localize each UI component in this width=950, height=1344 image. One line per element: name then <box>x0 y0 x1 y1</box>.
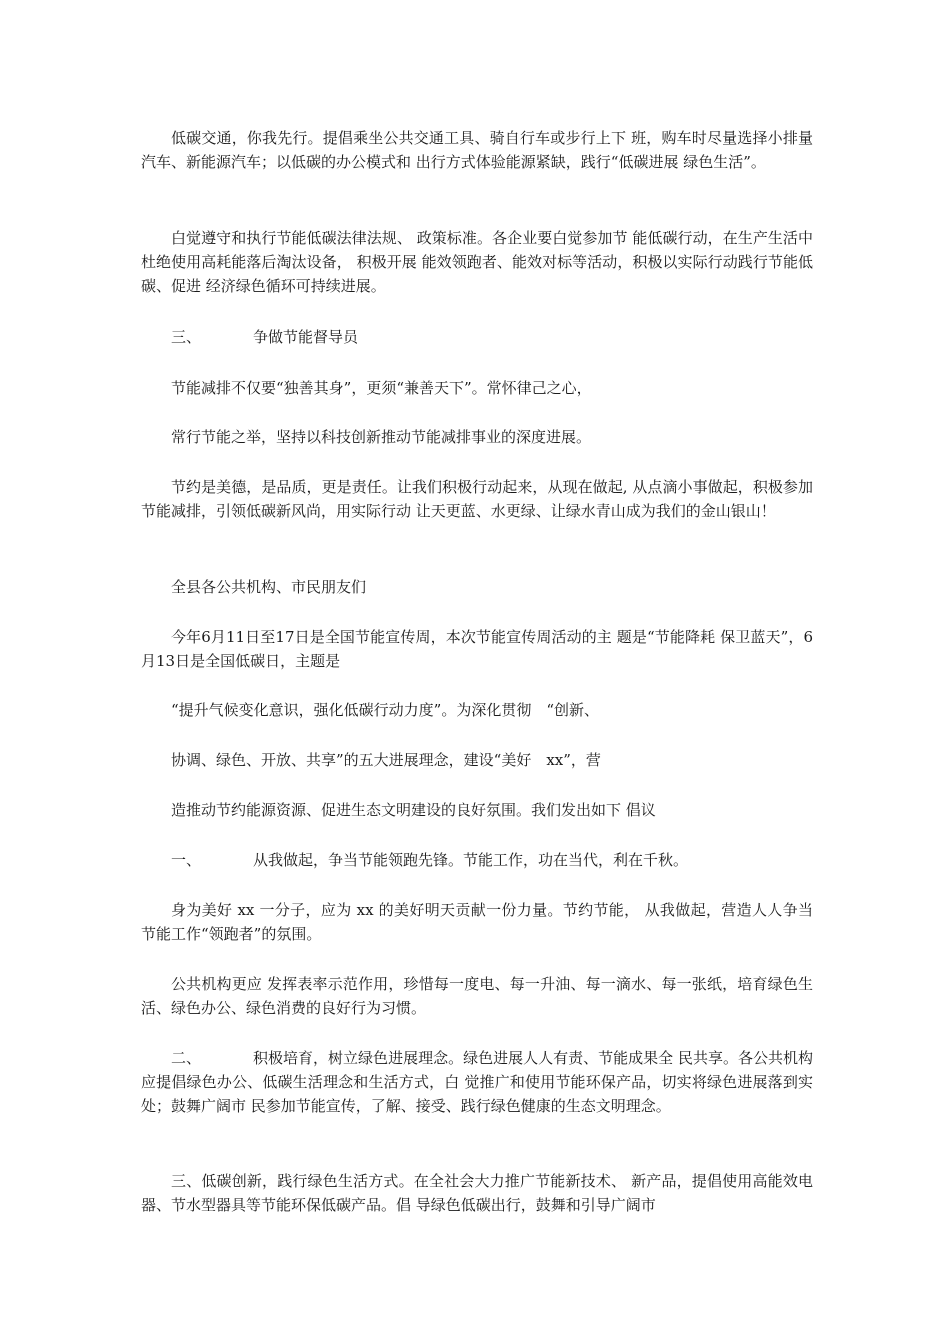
paragraph-initiative-intro: 造推动节约能源资源、促进生态文明建设的良好氛围。我们发出如下 倡议 <box>171 801 656 819</box>
paragraph-development-concept: 协调、绿色、开放、共享”的五大进展理念，建设“美好 xx”，营 <box>171 751 601 769</box>
paragraph-member-contribution: 身为美好 xx 一分子，应为 xx 的美好明天贡献一份力量。节约节能， 从我做起，营造人人争当节能工作“领跑者”的氛围。 <box>141 901 813 943</box>
paragraph-regular-saving: 常行节能之举，坚持以科技创新推动节能减排事业的深度进展。 <box>171 428 592 446</box>
heading-text: 积极培育，树立绿色进展理念。绿色进展人人有责、节能成果全 民共享。各公共机构应提倡绿色办公、低碳生活理念和生活方式，白 觉推广和使用节能环保产品，切实将绿色进展落到实处；鼓舞广阔市 民参加节能宣传，了解、接受、践行绿色健康的生态文明理念。 <box>141 1049 813 1115</box>
paragraph-theme-line: “提升气候变化意识，强化低碳行动力度”。为深化贯彻 “创新、 <box>171 701 600 719</box>
paragraph-thrift-virtue: 节约是美德，是品质，更是责任。让我们积极行动起来，从现在做起, 从点滴小事做起，积极参加节能减排，引领低碳新风尚，用实际行动 让天更蓝、水更绿、让绿水青山成为我们的金山银山！ <box>141 478 813 520</box>
paragraph-energy-saving-reduction: 节能减排不仅要“独善其身”，更须“兼善天下”。常怀律己之心， <box>171 379 592 397</box>
heading-section-three <box>141 325 813 349</box>
paragraph-public-institutions: 公共机构更应 发挥表率示范作用，珍惜每一度电、每一升油、每一滴水、每一张纸，培育绿色生活、绿色办公、绿色消费的良好行为习惯。 <box>141 975 813 1017</box>
heading-text: 争做节能督导员 <box>253 328 359 346</box>
heading-number: 二、 <box>171 1049 202 1067</box>
heading-section-two <box>141 1046 813 1118</box>
paragraph-salutation: 全县各公共机构、市民朋友们 <box>171 578 367 596</box>
heading-text: 从我做起，争当节能领跑先锋。节能工作，功在当代，利在千秋。 <box>253 851 689 869</box>
heading-section-one <box>141 848 813 872</box>
paragraph-comply-regulations: 白觉遵守和执行节能低碳法律法规、 政策标准。各企业要白觉参加节 能低碳行动，在生产生活中杜绝使用高耗能落后淘汰设备， 积极开展 能效领跑者、能效对标等活动，积极以实际行动践行节能低碳、促进 经济绿色循环可持续进展。 <box>141 229 813 295</box>
heading-number: 三、 <box>171 328 202 346</box>
paragraph-low-carbon-innovation: 三、低碳创新，践行绿色生活方式。在全社会大力推广节能新技术、 新产品，提倡使用高能效电器、节水型器具等节能环保低碳产品。倡 导绿色低碳出行，鼓舞和引导广阔市 <box>141 1172 813 1214</box>
paragraph-low-carbon-transport: 低碳交通，你我先行。提倡乘坐公共交通工具、骑自行车或步行上下 班，购车时尽量选择小排量汽车、新能源汽车；以低碳的办公模式和 出行方式体验能源紧缺，践行“低碳进展 绿色生活”。 <box>141 129 813 171</box>
heading-number: 一、 <box>171 851 202 869</box>
paragraph-promotion-week: 今年6月11日至17日是全国节能宣传周，本次节能宣传周活动的主 题是“节能降耗 保卫蓝天”，6月13日是全国低碳日，主题是 <box>141 628 813 670</box>
